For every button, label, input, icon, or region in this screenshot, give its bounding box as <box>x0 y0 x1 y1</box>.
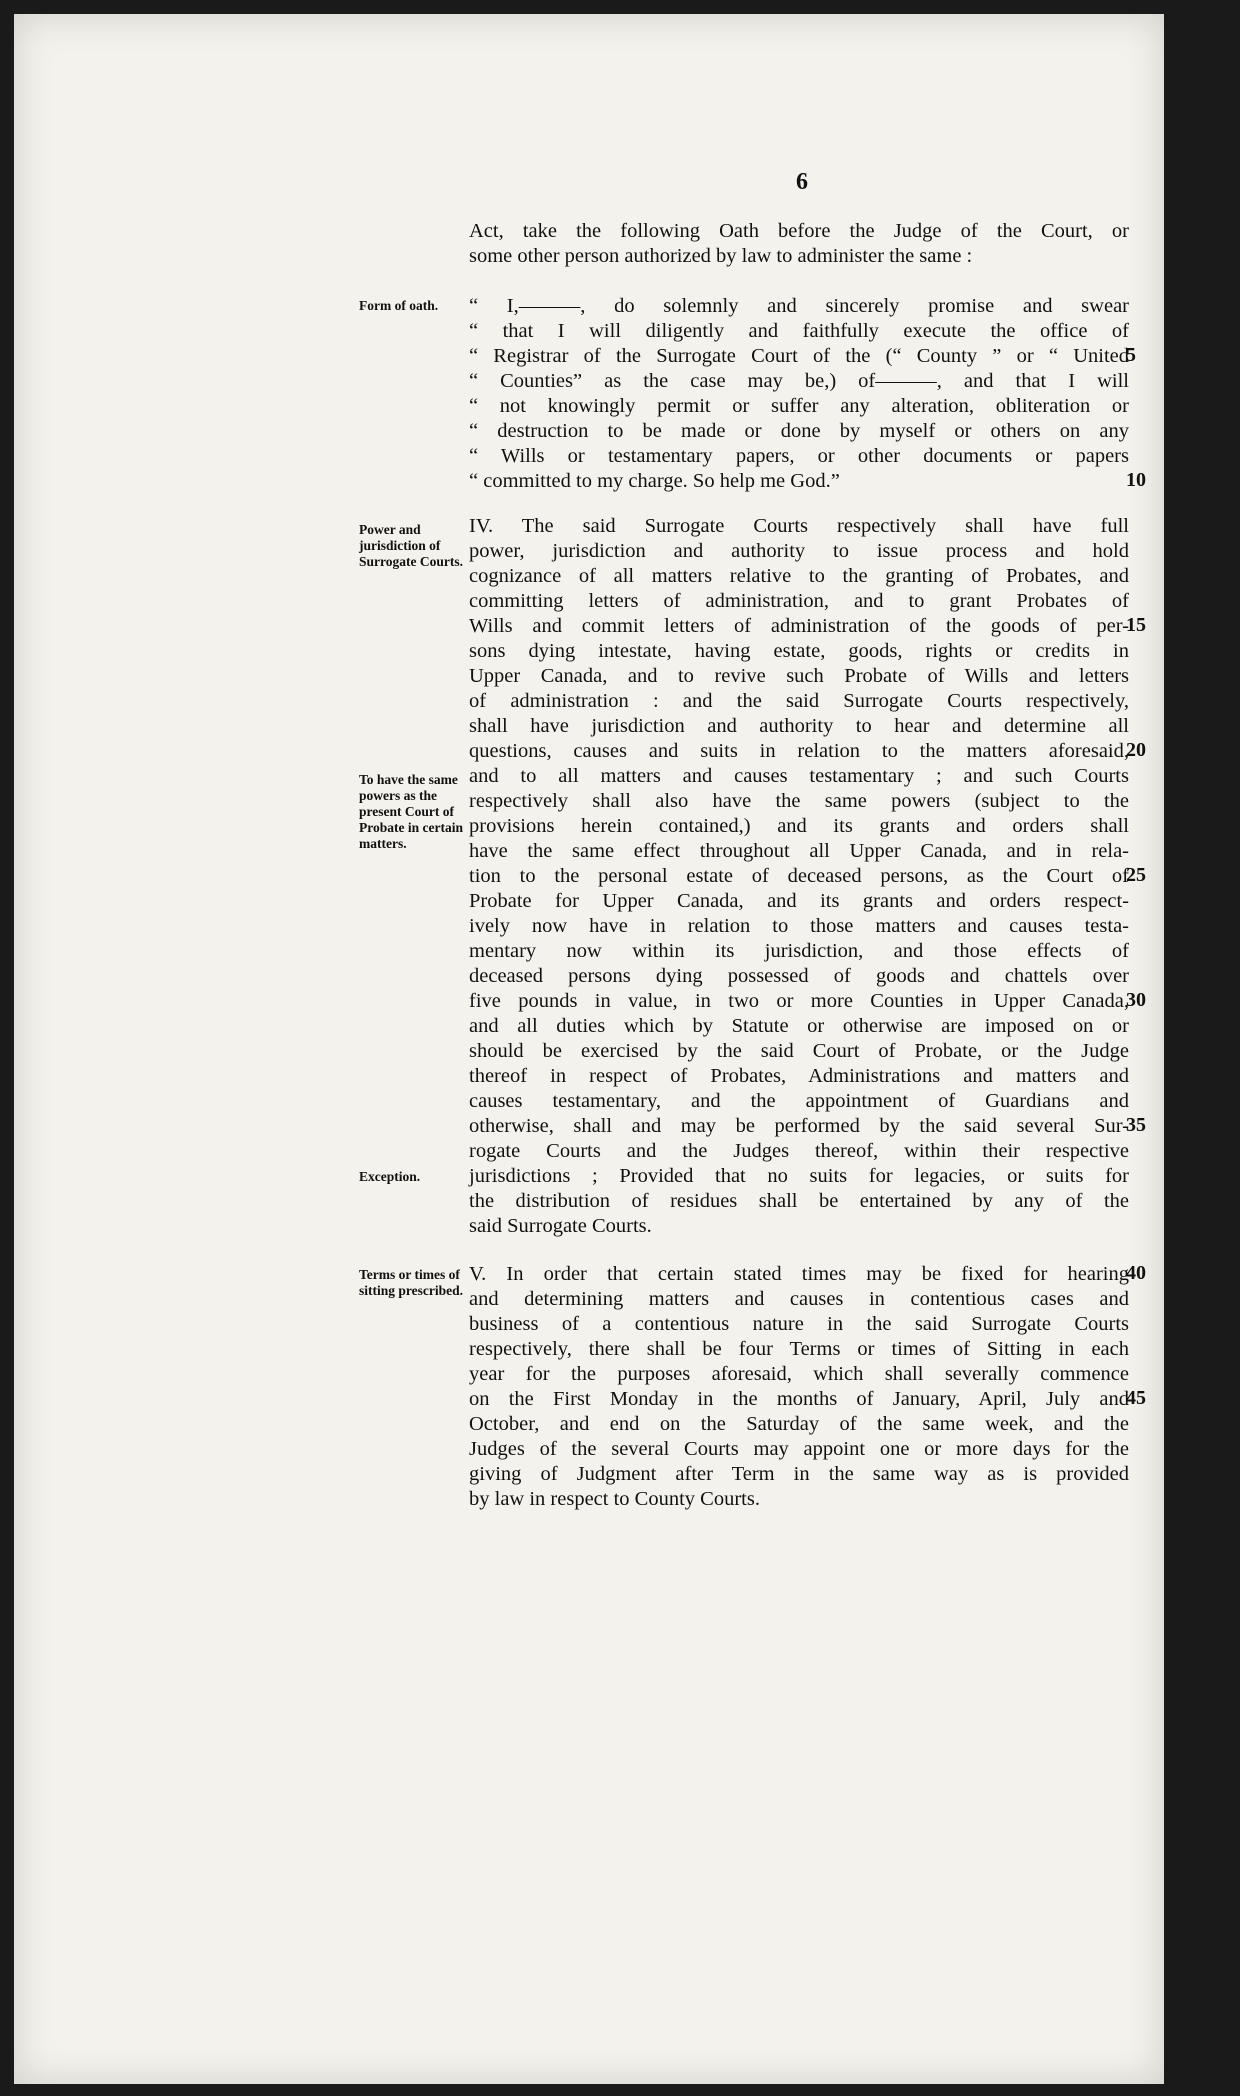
text-line: shall have jurisdiction and authority to hear and determine all <box>469 715 1129 737</box>
text-line: sons dying intestate, having estate, goods, rights or credits in <box>469 640 1129 662</box>
text-line: by law in respect to County Courts. <box>469 1488 760 1510</box>
sidenote-power-jurisdiction: Power and jurisdiction of Surrogate Courts. <box>359 522 463 569</box>
sidenote-form-of-oath: Form of oath. <box>359 298 439 313</box>
line-number: 20 <box>1126 739 1146 761</box>
text-line: “ Wills or testamentary papers, or other documents or papers <box>469 445 1129 467</box>
text-line: deceased persons dying possessed of goods and chattels over <box>469 965 1129 987</box>
text-line: ively now have in relation to those matters and causes testa- <box>469 915 1129 937</box>
section-iv <box>469 514 1129 1239</box>
section-v <box>469 1262 1129 1512</box>
text-line: jurisdictions ; Provided that no suits for legacies, or suits for <box>469 1165 1129 1187</box>
text-line: year for the purposes aforesaid, which shall severally commence <box>469 1363 1129 1385</box>
text-line: have the same effect throughout all Upper Canada, and in rela- <box>469 840 1129 862</box>
text-line: Act, take the following Oath before the Judge of the Court, or <box>469 220 1129 242</box>
text-line: rogate Courts and the Judges thereof, within their respective <box>469 1140 1129 1162</box>
text-line: “ committed to my charge. So help me God.” <box>469 470 840 492</box>
text-line: October, and end on the Saturday of the same week, and the <box>469 1413 1129 1435</box>
line-number: 10 <box>1126 469 1146 491</box>
line-number: 30 <box>1126 989 1146 1011</box>
text-line: “ Registrar of the Surrogate Court of the (“ County ” or “ United <box>469 345 1129 367</box>
document-page <box>14 14 1164 2084</box>
text-line: Probate for Upper Canada, and its grants and orders respect- <box>469 890 1129 912</box>
oath-text <box>469 294 1129 494</box>
text-line: should be exercised by the said Court of Probate, or the Judge <box>469 1040 1129 1062</box>
line-number: 25 <box>1126 864 1146 886</box>
text-line: “ destruction to be made or done by myself or others on any <box>469 420 1129 442</box>
sidenote-same-powers: To have the same powers as the present Court of Probate in certain matters. <box>359 772 463 851</box>
line-number: 45 <box>1126 1387 1146 1409</box>
text-line: respectively shall also have the same powers (subject to the <box>469 790 1129 812</box>
text-line: “ that I will diligently and faithfully execute the office of <box>469 320 1129 342</box>
text-line: “ not knowingly permit or suffer any alteration, obliteration or <box>469 395 1129 417</box>
line-number: 15 <box>1126 614 1146 636</box>
text-line: giving of Judgment after Term in the same way as is provided <box>469 1463 1129 1485</box>
text-line: committing letters of administration, and to grant Probates of <box>469 590 1129 612</box>
sidenote-terms: Terms or times of sitting prescribed. <box>359 1267 463 1298</box>
text-line: of administration : and the said Surrogate Courts respectively, <box>469 690 1129 712</box>
text-line: mentary now within its jurisdiction, and those effects of <box>469 940 1129 962</box>
text-line: V. In order that certain stated times may be fixed for hearing <box>469 1263 1129 1285</box>
text-line: respectively, there shall be four Terms or times of Sitting in each <box>469 1338 1129 1360</box>
text-line: business of a contentious nature in the said Surrogate Courts <box>469 1313 1129 1335</box>
text-line: Judges of the several Courts may appoint one or more days for the <box>469 1438 1129 1460</box>
intro-text <box>469 219 1129 269</box>
text-line: and to all matters and causes testamentary ; and such Courts <box>469 765 1129 787</box>
text-line: Upper Canada, and to revive such Probate of Wills and letters <box>469 665 1129 687</box>
page-number: 6 <box>796 169 808 195</box>
line-number: 5 <box>1126 344 1136 366</box>
text-line: “ I,———, do solemnly and sincerely promise and swear <box>469 295 1129 317</box>
sidenote-exception: Exception. <box>359 1169 421 1184</box>
text-line: thereof in respect of Probates, Administrations and matters and <box>469 1065 1129 1087</box>
text-line: on the First Monday in the months of January, April, July and <box>469 1388 1129 1410</box>
text-line: five pounds in value, in two or more Counties in Upper Canada, <box>469 990 1129 1012</box>
text-line: said Surrogate Courts. <box>469 1215 652 1237</box>
text-line: IV. The said Surrogate Courts respectively shall have full <box>469 515 1129 537</box>
text-line: questions, causes and suits in relation to the matters aforesaid, <box>469 740 1129 762</box>
text-line: provisions herein contained,) and its grants and orders shall <box>469 815 1129 837</box>
text-line: tion to the personal estate of deceased persons, as the Court of <box>469 865 1129 887</box>
text-line: and determining matters and causes in contentious cases and <box>469 1288 1129 1310</box>
text-line: power, jurisdiction and authority to issue process and hold <box>469 540 1129 562</box>
text-line: Wills and commit letters of administration of the goods of per- <box>469 615 1129 637</box>
text-line: cognizance of all matters relative to the granting of Probates, and <box>469 565 1129 587</box>
line-number: 35 <box>1126 1114 1146 1136</box>
text-line: and all duties which by Statute or otherwise are imposed on or <box>469 1015 1129 1037</box>
text-line: “ Counties” as the case may be,) of———, and that I will <box>469 370 1129 392</box>
line-number: 40 <box>1126 1262 1146 1284</box>
text-line: some other person authorized by law to administer the same : <box>469 245 973 267</box>
text-line: causes testamentary, and the appointment of Guardians and <box>469 1090 1129 1112</box>
text-line: otherwise, shall and may be performed by the said several Sur- <box>469 1115 1129 1137</box>
text-line: the distribution of residues shall be entertained by any of the <box>469 1190 1129 1212</box>
